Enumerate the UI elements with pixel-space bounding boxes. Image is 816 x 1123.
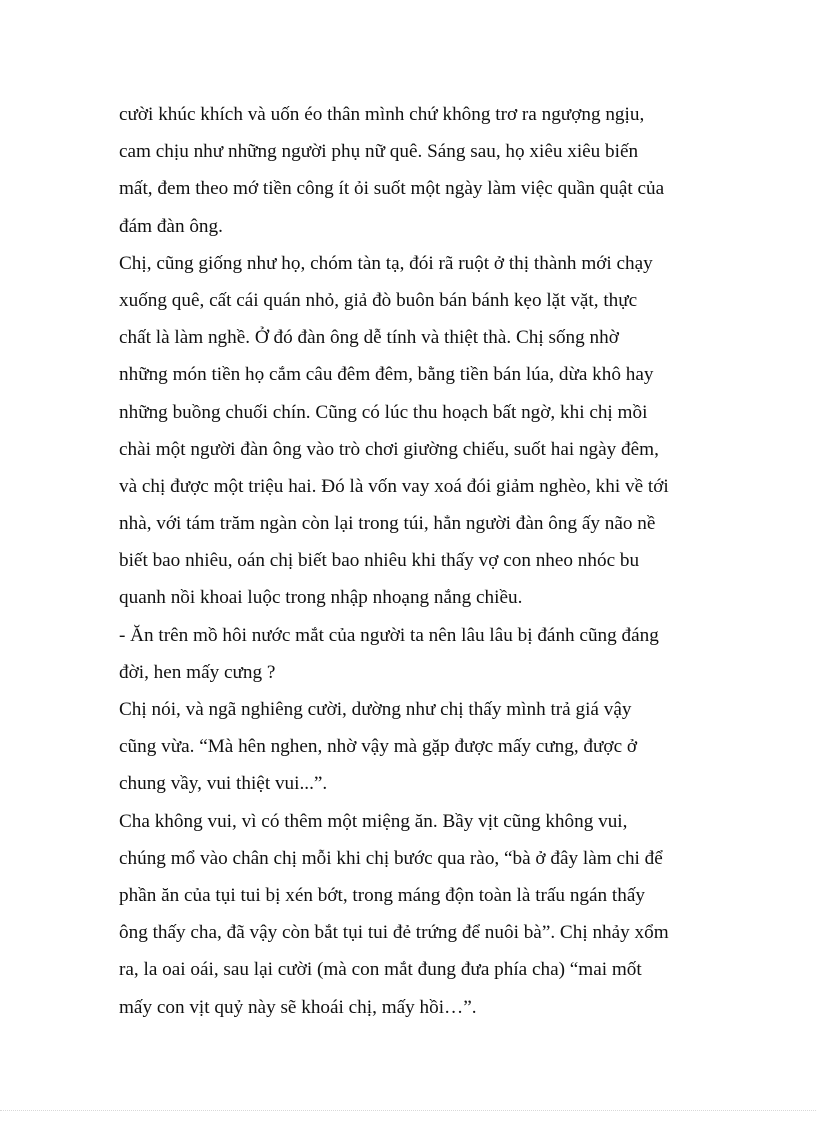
text-line: cười khúc khích và uốn éo thân mình chứ không trơ ra ngượng ngịu,: [119, 104, 645, 125]
text-line: đời, hen mấy cưng ?: [119, 661, 276, 683]
text-line: phần ăn của tụi tui bị xén bớt, trong máng độn toàn là trấu ngán thấy: [119, 884, 645, 906]
text-line: ra, la oai oái, sau lại cười (mà con mắt đung đưa phía cha) “mai mốt: [119, 959, 642, 981]
text-line: chài một người đàn ông vào trò chơi giường chiếu, suốt hai ngày đêm,: [119, 438, 659, 460]
text-line: quanh nồi khoai luộc trong nhập nhoạng nắng chiều.: [119, 587, 523, 609]
text-line: đám đàn ông.: [119, 215, 223, 237]
text-line: chúng mổ vào chân chị mỗi khi chị bước qua rào, “bà ở đây làm chi để: [119, 847, 663, 869]
text-line: - Ăn trên mồ hôi nước mắt của người ta nên lâu lâu bị đánh cũng đáng: [119, 624, 659, 646]
text-line: cũng vừa. “Mà hên nghen, nhờ vậy mà gặp được mấy cưng, được ở: [119, 736, 638, 758]
text-line: biết bao nhiêu, oán chị biết bao nhiêu khi thấy vợ con nheo nhóc bu: [119, 550, 640, 572]
page-bottom-divider: [0, 1110, 816, 1111]
text-line: những món tiền họ cắm câu đêm đêm, bằng tiền bán lúa, dừa khô hay: [119, 364, 654, 386]
body-text: [119, 96, 699, 1026]
text-line: ông thấy cha, đã vậy còn bắt tụi tui đẻ trứng để nuôi bà”. Chị nhảy xổm: [119, 922, 669, 944]
text-line: mấy con vịt quỷ này sẽ khoái chị, mấy hồi…”.: [119, 996, 477, 1018]
text-line: nhà, với tám trăm ngàn còn lại trong túi, hẳn người đàn ông ấy não nề: [119, 513, 656, 535]
text-line: những buồng chuối chín. Cũng có lúc thu hoạch bất ngờ, khi chị mồi: [119, 401, 648, 423]
text-line: Chị nói, và ngã nghiêng cười, dường như chị thấy mình trả giá vậy: [119, 699, 632, 720]
text-line: xuống quê, cất cái quán nhỏ, giả đò buôn bán bánh kẹo lặt vặt, thực: [119, 289, 638, 311]
text-line: và chị được một triệu hai. Đó là vốn vay xoá đói giảm nghèo, khi về tới: [119, 475, 669, 497]
text-line: Chị, cũng giống như họ, chóm tàn tạ, đói rã ruột ở thị thành mới chạy: [119, 252, 653, 274]
text-line: mất, đem theo mớ tiền công ít ỏi suốt một ngày làm việc quần quật của: [119, 178, 665, 200]
text-line: Cha không vui, vì có thêm một miệng ăn. Bầy vịt cũng không vui,: [119, 810, 628, 832]
text-line: chung vầy, vui thiệt vui...”.: [119, 773, 328, 795]
text-line: chất là làm nghề. Ở đó đàn ông dễ tính và thiệt thà. Chị sống nhờ: [119, 327, 619, 349]
text-line: cam chịu như những người phụ nữ quê. Sáng sau, họ xiêu xiêu biến: [119, 141, 639, 163]
